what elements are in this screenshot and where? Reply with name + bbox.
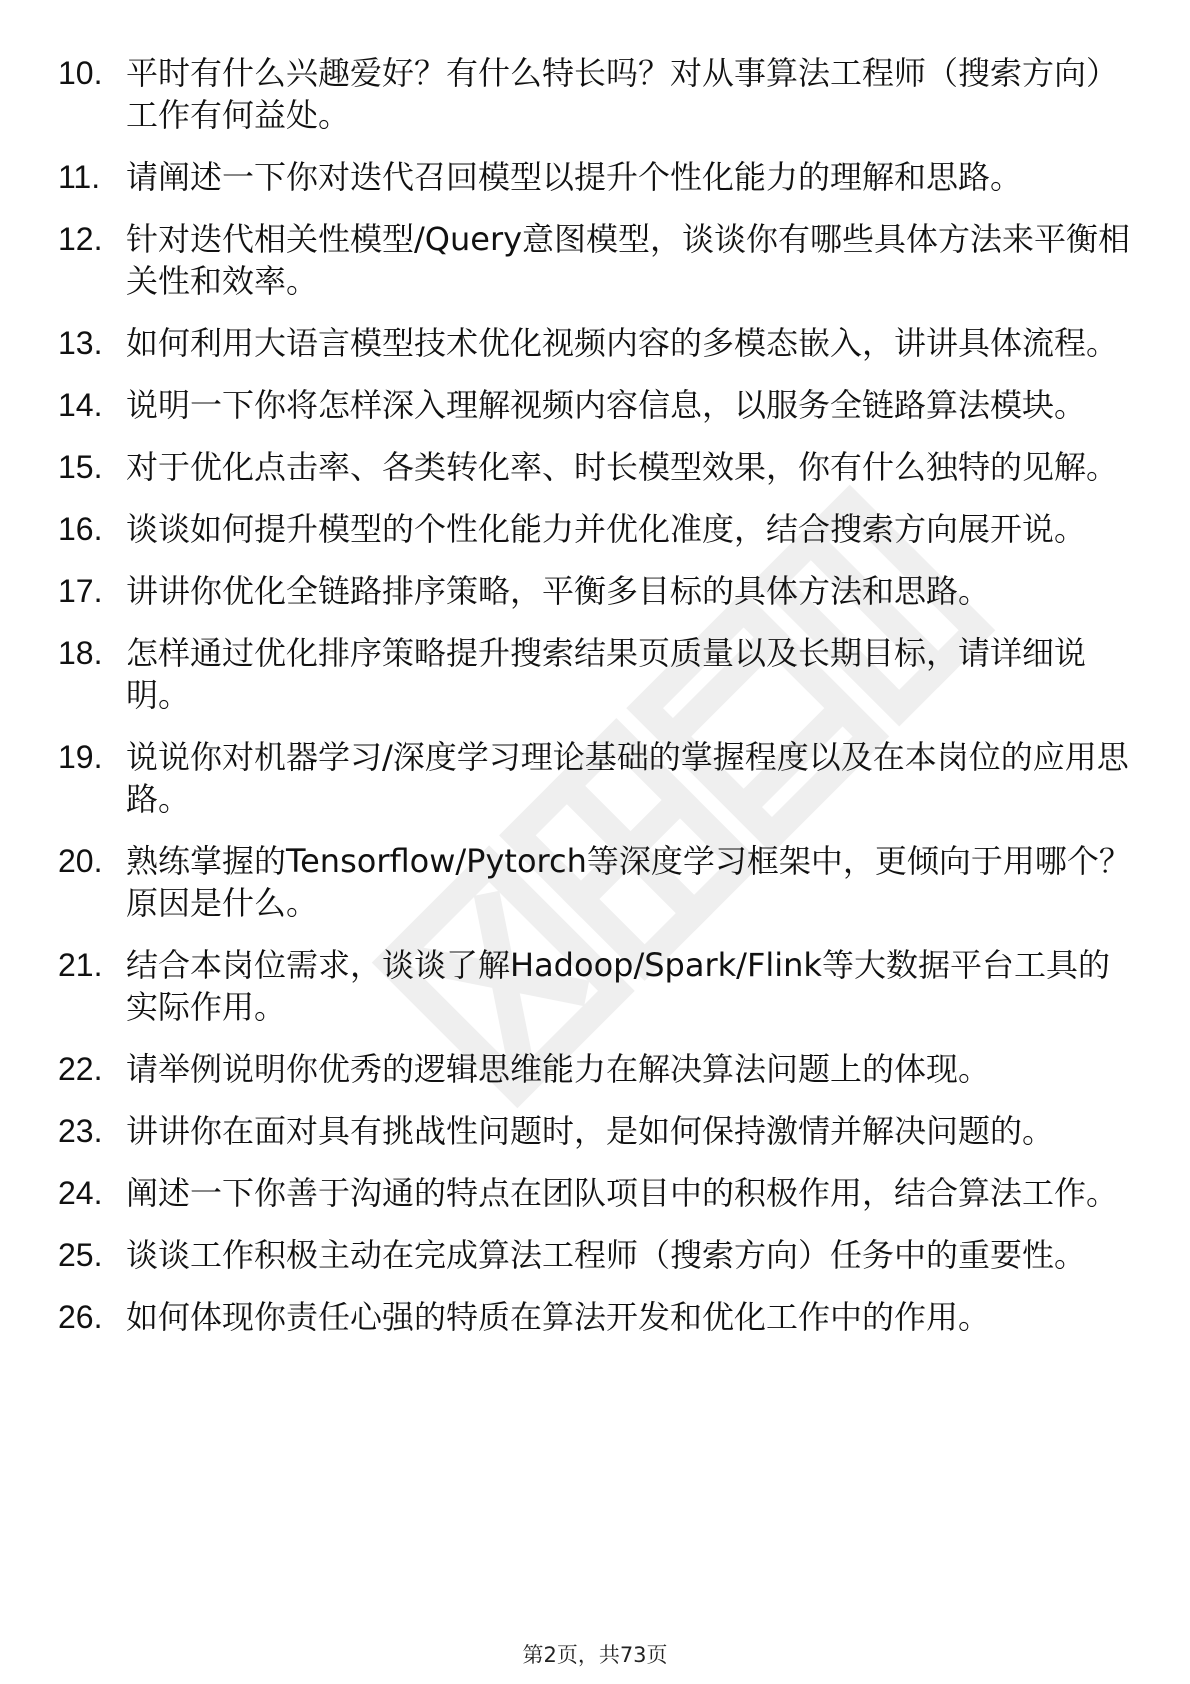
question-text: 如何利用大语言模型技术优化视频内容的多模态嵌入，讲讲具体流程。	[126, 324, 1119, 362]
question-number: 11.	[58, 159, 101, 195]
question-number: 19.	[58, 739, 103, 775]
question-number: 15.	[58, 449, 103, 485]
question-text: 讲讲你优化全链路排序策略，平衡多目标的具体方法和思路。	[126, 572, 991, 610]
question-number: 24.	[58, 1175, 103, 1211]
list-item	[58, 508, 1138, 550]
list-item	[58, 384, 1138, 426]
question-number: 14.	[58, 387, 103, 423]
question-number: 21.	[58, 947, 103, 983]
question-text: 谈谈工作积极主动在完成算法工程师（搜索方向）任务中的重要性。	[126, 1236, 1087, 1274]
question-number: 20.	[58, 843, 103, 879]
list-item	[58, 570, 1138, 612]
list-item	[58, 1110, 1138, 1152]
question-text: 熟练掌握的Tensorflow/Pytorch等深度学习框架中，更倾向于用哪个？原因是什么。	[126, 842, 1131, 922]
question-text: 请举例说明你优秀的逻辑思维能力在解决算法问题上的体现。	[126, 1050, 991, 1088]
list-item	[58, 632, 1138, 716]
list-item	[58, 1048, 1138, 1090]
question-text: 阐述一下你善于沟通的特点在团队项目中的积极作用，结合算法工作。	[126, 1174, 1119, 1212]
question-list	[58, 52, 1138, 1358]
question-text: 请阐述一下你对迭代召回模型以提升个性化能力的理解和思路。	[126, 158, 1023, 196]
question-number: 10.	[58, 55, 103, 91]
list-item	[58, 218, 1138, 302]
question-text: 说说你对机器学习/深度学习理论基础的掌握程度以及在本岗位的应用思路。	[126, 738, 1129, 818]
question-number: 22.	[58, 1051, 103, 1087]
question-number: 12.	[58, 221, 103, 257]
list-item	[58, 1234, 1138, 1276]
question-text: 针对迭代相关性模型/Query意图模型，谈谈你有哪些具体方法来平衡相关性和效率。	[126, 220, 1131, 300]
question-number: 25.	[58, 1237, 103, 1273]
list-item	[58, 1172, 1138, 1214]
list-item	[58, 322, 1138, 364]
list-item	[58, 446, 1138, 488]
question-number: 18.	[58, 635, 103, 671]
question-number: 16.	[58, 511, 103, 547]
question-text: 对于优化点击率、各类转化率、时长模型效果，你有什么独特的见解。	[126, 448, 1119, 486]
question-number: 17.	[58, 573, 103, 609]
list-item	[58, 840, 1138, 924]
list-item	[58, 52, 1138, 136]
page-footer	[0, 1640, 1190, 1670]
question-number: 26.	[58, 1299, 103, 1335]
list-item	[58, 1296, 1138, 1338]
question-text: 谈谈如何提升模型的个性化能力并优化准度，结合搜索方向展开说。	[126, 510, 1087, 548]
list-item	[58, 736, 1138, 820]
page-number-label: 第2页，共73页	[522, 1643, 668, 1667]
question-text: 结合本岗位需求，谈谈了解Hadoop/Spark/Flink等大数据平台工具的实际作用。	[126, 946, 1110, 1026]
list-item	[58, 944, 1138, 1028]
question-number: 13.	[58, 325, 103, 361]
question-text: 说明一下你将怎样深入理解视频内容信息，以服务全链路算法模块。	[126, 386, 1087, 424]
question-number: 23.	[58, 1113, 103, 1149]
question-text: 讲讲你在面对具有挑战性问题时，是如何保持激情并解决问题的。	[126, 1112, 1055, 1150]
list-item	[58, 156, 1138, 198]
question-text: 如何体现你责任心强的特质在算法开发和优化工作中的作用。	[126, 1298, 991, 1336]
question-text: 平时有什么兴趣爱好？有什么特长吗？对从事算法工程师（搜索方向）工作有何益处。	[126, 54, 1119, 134]
question-text: 怎样通过优化排序策略提升搜索结果页质量以及长期目标，请详细说明。	[126, 634, 1087, 714]
